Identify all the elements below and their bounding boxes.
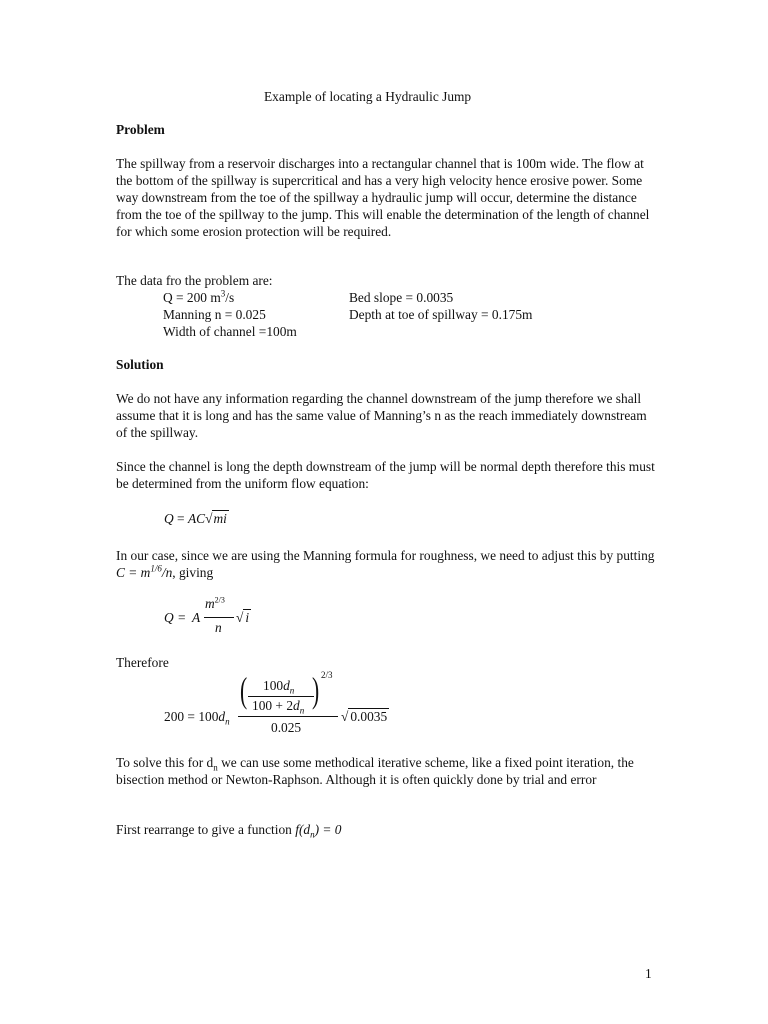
equation-normal-depth: $200 = 100d_n$ ( $100d_n$ $100 + 2d_n$ ) 2/3 0.025 √ 0.0035: [164, 670, 388, 735]
solution-heading: Solution: [116, 357, 164, 372]
solution-paragraph-2: Since the channel is long the depth downstream of the jump will be normal depth therefore this must be determined from the uniform flow equation:: [116, 459, 655, 491]
page-title: Example of locating a Hydraulic Jump: [264, 89, 472, 104]
data-bed-slope: Bed slope = 0.0035: [349, 290, 454, 305]
problem-paragraph: The spillway from a reservoir discharges into a rectangular channel that is 100m wide. The flow at the bottom of the spillway is supercritical and has a very high velocity hence erosive power. Some way downstream from the toe of the spillway a hydraulic jump will occur, determine the distance from the toe of the spillway to the jump. This will enable the determination of the length of channel for which some erosion protection will be required.: [116, 156, 650, 239]
therefore-label: Therefore: [116, 655, 169, 670]
data-intro: The data fro the problem are:: [116, 273, 273, 288]
sqrt-symbol: √mi: [205, 511, 227, 526]
data-q: Q = 200 $m^3/s$: [163, 288, 235, 305]
equation-manning: Q = A $m^{2/3}$ n √ i: [164, 595, 250, 635]
data-width: Width of channel =100m: [163, 324, 297, 339]
rearrange-line: First rearrange to give a function $f(d_n) = 0$: [116, 822, 342, 840]
page-number: 1: [645, 966, 652, 981]
outer-fraction-bar: [238, 716, 338, 717]
inner-fraction-bar: [248, 696, 314, 697]
equation-uniform-flow: Q = AC√mi: [164, 511, 227, 526]
data-depth-toe: Depth at toe of spillway = 0.175m: [349, 307, 533, 322]
data-manning: Manning n = 0.025: [163, 307, 266, 322]
solution-paragraph-1: We do not have any information regarding the channel downstream of the jump therefore we shall assume that it is long and has the same value of Manning’s n as the reach immediately downstream of the spillway.: [116, 391, 647, 440]
solve-paragraph: To solve this for $d_n$ we can use some methodical iterative scheme, like a fixed point iteration, the bisection method or Newton-Raphson. Although it is often quickly done by trial and error: [116, 755, 634, 787]
problem-heading: Problem: [116, 122, 165, 137]
manning-paragraph: In our case, since we are using the Manning formula for roughness, we need to adjust this by putting $C = m^{1/6}/n$, giving: [116, 548, 655, 580]
fraction-bar: [204, 617, 234, 618]
